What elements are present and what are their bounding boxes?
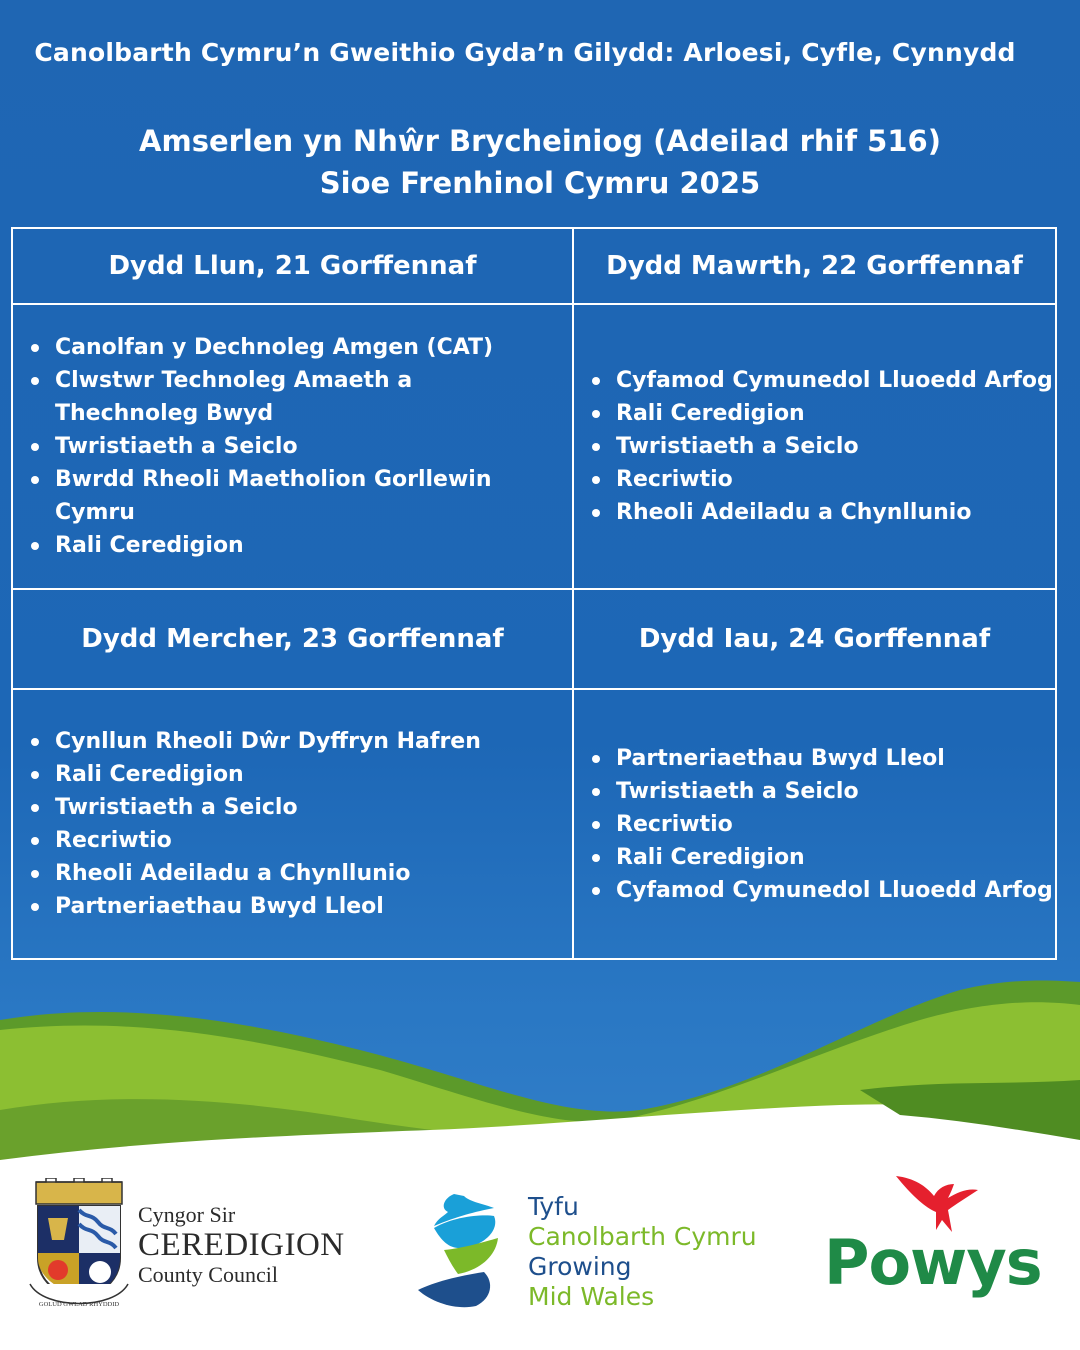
list-item: Canolfan y Dechnoleg Amgen (CAT)	[55, 331, 572, 364]
title-line-1: Amserlen yn Nhŵr Brycheiniog (Adeilad rhif 516)	[139, 124, 941, 158]
ceredigion-line-2: CEREDIGION	[138, 1227, 345, 1263]
list-item: Partneriaethau Bwyd Lleol	[616, 742, 1053, 775]
list-item: Twristiaeth a Seiclo	[55, 791, 481, 824]
list-item: Cyfamod Cymunedol Lluoedd Arfog	[616, 874, 1053, 907]
ceredigion-wordmark	[138, 1202, 345, 1288]
list-item: Cynllun Rheoli Dŵr Dyffryn Hafren	[55, 725, 481, 758]
tyfu-wave-icon	[414, 1186, 524, 1316]
day-heading-thursday: Dydd Iau, 24 Gorffennaf	[638, 624, 991, 654]
tagline: Canolbarth Cymru’n Gweithio Gyda’n Gilydd: Arloesi, Cyfle, Cynnydd	[34, 38, 1016, 67]
list-item: Rali Ceredigion	[616, 397, 1053, 430]
ceredigion-crest-icon	[24, 1178, 134, 1318]
list-item: Recriwtio	[55, 824, 481, 857]
tyfu-wordmark	[528, 1192, 757, 1312]
day-heading-monday: Dydd Llun, 21 Gorffennaf	[108, 251, 477, 281]
list-item: Cyfamod Cymunedol Lluoedd Arfog	[616, 364, 1053, 397]
tyfu-line-3: Growing	[528, 1252, 632, 1281]
powys-wordmark: Powys	[824, 1226, 1042, 1299]
list-item: Twristiaeth a Seiclo	[55, 430, 572, 463]
ceredigion-logo	[24, 1178, 364, 1318]
tyfu-line-2: Canolbarth Cymru	[528, 1222, 757, 1251]
list-item: Twristiaeth a Seiclo	[616, 775, 1053, 808]
day-list-tuesday	[574, 305, 1055, 588]
tyfu-logo	[414, 1186, 794, 1316]
day-list-monday	[13, 305, 572, 588]
page-title	[0, 120, 1080, 204]
ceredigion-line-1: Cyngor Sir	[138, 1202, 236, 1227]
title-line-2: Sioe Frenhinol Cymru 2025	[319, 166, 761, 200]
powys-logo	[820, 1170, 1060, 1320]
list-item: Rali Ceredigion	[616, 841, 1053, 874]
list-item: Rheoli Adeiladu a Chynllunio	[55, 857, 481, 890]
list-item: Partneriaethau Bwyd Lleol	[55, 890, 481, 923]
day-list-wednesday	[13, 690, 572, 958]
list-item: Recriwtio	[616, 808, 1053, 841]
list-item: Rheoli Adeiladu a Chynllunio	[616, 496, 1053, 529]
tyfu-line-1: Tyfu	[528, 1192, 579, 1221]
red-kite-icon	[892, 1170, 982, 1234]
day-heading-wednesday: Dydd Mercher, 23 Gorffennaf	[81, 624, 504, 654]
list-item: Rali Ceredigion	[55, 758, 481, 791]
schedule-table	[11, 227, 1057, 960]
svg-text:GOLUD GWLAD RHYDDID: GOLUD GWLAD RHYDDID	[38, 1301, 120, 1308]
day-list-thursday	[574, 690, 1055, 958]
list-item: Bwrdd Rheoli Maetholion Gorllewin Cymru	[55, 463, 572, 529]
list-item: Recriwtio	[616, 463, 1053, 496]
list-item: Clwstwr Technoleg Amaeth a Thechnoleg Bwyd	[55, 364, 525, 430]
tyfu-line-4: Mid Wales	[528, 1282, 655, 1311]
list-item: Twristiaeth a Seiclo	[616, 430, 1053, 463]
list-item: Rali Ceredigion	[55, 529, 572, 562]
day-heading-tuesday: Dydd Mawrth, 22 Gorffennaf	[606, 251, 1023, 281]
ceredigion-line-3: County Council	[138, 1262, 278, 1287]
